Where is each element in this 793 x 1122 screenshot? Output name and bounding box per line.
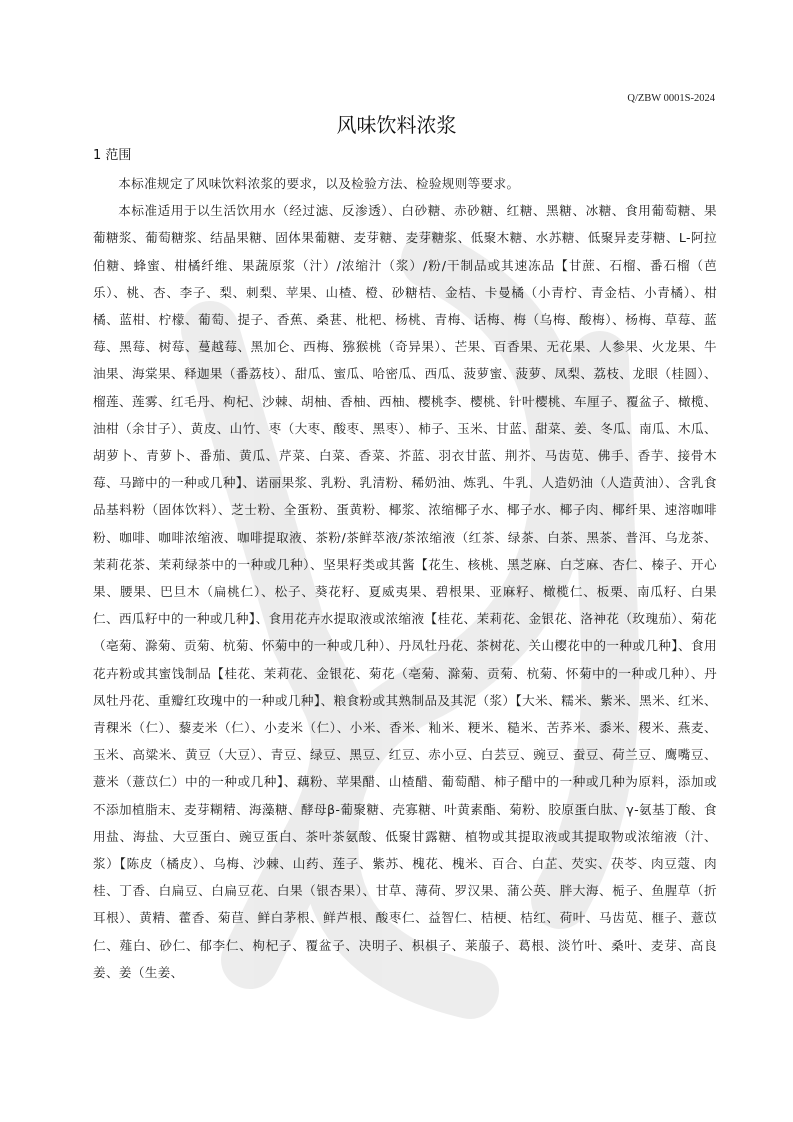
section-heading-scope: 1 范围: [93, 148, 132, 163]
page-title: 风味饮料浓浆: [336, 113, 457, 137]
paragraph-scope-applicability: 本标准适用于以生活饮用水（经过滤、反渗透）、白砂糖、赤砂糖、红糖、黑糖、冰糖、食用葡萄糖、果葡糖浆、葡萄糖浆、结晶果糖、固体果葡糖、麦芽糖、麦芽糖浆、低聚木糖、水苏糖、低聚异麦芽糖、L-阿拉伯糖、蜂蜜、柑橘纤维、果蔬原浆（汁）/浓缩汁（浆）/粉/干制品或其速冻品【甘蔗、石榴、番石榴（芭乐）、桃、杏、李子、梨、刺梨、苹果、山楂、橙、砂糖桔、金桔、卡曼橘（小青柠、青金桔、小青橘）、柑橘、蓝柑、柠檬、葡萄、提子、香蕉、桑葚、枇杷、杨桃、青梅、话梅、梅（乌梅、酸梅）、杨梅、草莓、蓝莓、黑莓、树莓、蔓越莓、黑加仑、西梅、猕猴桃（奇异果）、芒果、百香果、无花果、人参果、火龙果、牛油果、海棠果、释迦果（番荔枝）、甜瓜、蜜瓜、哈密瓜、西瓜、菠萝蜜、菠萝、凤梨、荔枝、龙眼（桂圆）、榴莲、莲雾、红毛丹、枸杞、沙棘、胡柚、香柚、西柚、樱桃李、樱桃、针叶樱桃、车厘子、覆盆子、橄榄、油柑（余甘子）、黄皮、山竹、枣（大枣、酸枣、黑枣）、柿子、玉米、甘蓝、甜菜、姜、冬瓜、南瓜、木瓜、胡萝卜、青萝卜、番茄、黄瓜、芹菜、白菜、香菜、芥蓝、羽衣甘蓝、荆芥、马齿苋、佛手、香芋、接骨木莓、马蹄中的一种或几种】、诺丽果浆、乳粉、乳清粉、稀奶油、炼乳、牛乳、人造奶油（人造黄油）、含乳食品基料粉（固体饮料）、芝士粉、全蛋粉、蛋黄粉、椰浆、浓缩椰子水、椰子水、椰子肉、椰纤果、速溶咖啡粉、咖啡、咖啡浓缩液、咖啡提取液、茶粉/茶鲜萃液/茶浓缩液（红茶、绿茶、白茶、黑茶、普洱、乌龙茶、茉莉花茶、茉莉绿茶中的一种或几种）、坚果籽类或其酱【花生、核桃、黑芝麻、白芝麻、杏仁、榛子、开心果、腰果、巴旦木（扁桃仁）、松子、葵花籽、夏威夷果、碧根果、亚麻籽、橄榄仁、板栗、南瓜籽、白果仁、西瓜籽中的一种或几种】、食用花卉水提取液或浓缩液【桂花、茉莉花、金银花、洛神花（玫瑰茄）、菊花（亳菊、滁菊、贡菊、杭菊、怀菊中的一种或几种）、丹凤牡丹花、茶树花、关山樱花中的一种或几种】、食用花卉粉或其蜜饯制品【桂花、茉莉花、金银花、菊花（亳菊、滁菊、贡菊、杭菊、怀菊中的一种或几种）、丹凤牡丹花、重瓣红玫瑰中的一种或几种】、粮食粉或其熟制品及其泥（浆）【大米、糯米、紫米、黑米、红米、青稞米（仁）、藜麦米（仁）、小麦米（仁）、小米、香米、籼米、粳米、糙米、苦荞米、黍米、稷米、燕麦、玉米、高粱米、黄豆（大豆）、青豆、绿豆、黑豆、红豆、赤小豆、白芸豆、豌豆、蚕豆、荷兰豆、鹰嘴豆、薏米（薏苡仁）中的一种或几种】、藕粉、苹果醋、山楂醋、葡萄醋、柿子醋中的一种或几种为原料，添加或不添加植脂末、麦芽糊精、海藻糖、酵母β-葡聚糖、壳寡糖、叶黄素酯、菊粉、胶原蛋白肽、γ-氨基丁酸、食用盐、海盐、大豆蛋白、豌豆蛋白、茶叶茶氨酸、低聚甘露糖、植物或其提取液或其提取物或浓缩液（汁、浆）【陈皮（橘皮）、乌梅、沙棘、山药、莲子、紫苏、槐花、槐米、百合、白芷、芡实、茯苓、肉豆蔻、肉桂、丁香、白扁豆、白扁豆花、白果（银杏果）、甘草、薄荷、罗汉果、蒲公英、胖大海、栀子、鱼腥草（折耳根）、黄精、藿香、菊苣、鲜白茅根、鲜芦根、酸枣仁、益智仁、桔梗、桔红、荷叶、马齿苋、榧子、薏苡仁、薤白、砂仁、郁李仁、枸杞子、覆盆子、决明子、枳椇子、莱菔子、葛根、淡竹叶、桑叶、麦芽、高良姜、姜（生姜、: [93, 203, 717, 980]
paragraph-scope-summary: 本标准规定了风味饮料浓浆的要求，以及检验方法、检验规则等要求。: [118, 176, 520, 191]
document-body: [93, 170, 717, 986]
standard-code: Q/ZBW 0001S-2024: [627, 93, 715, 104]
